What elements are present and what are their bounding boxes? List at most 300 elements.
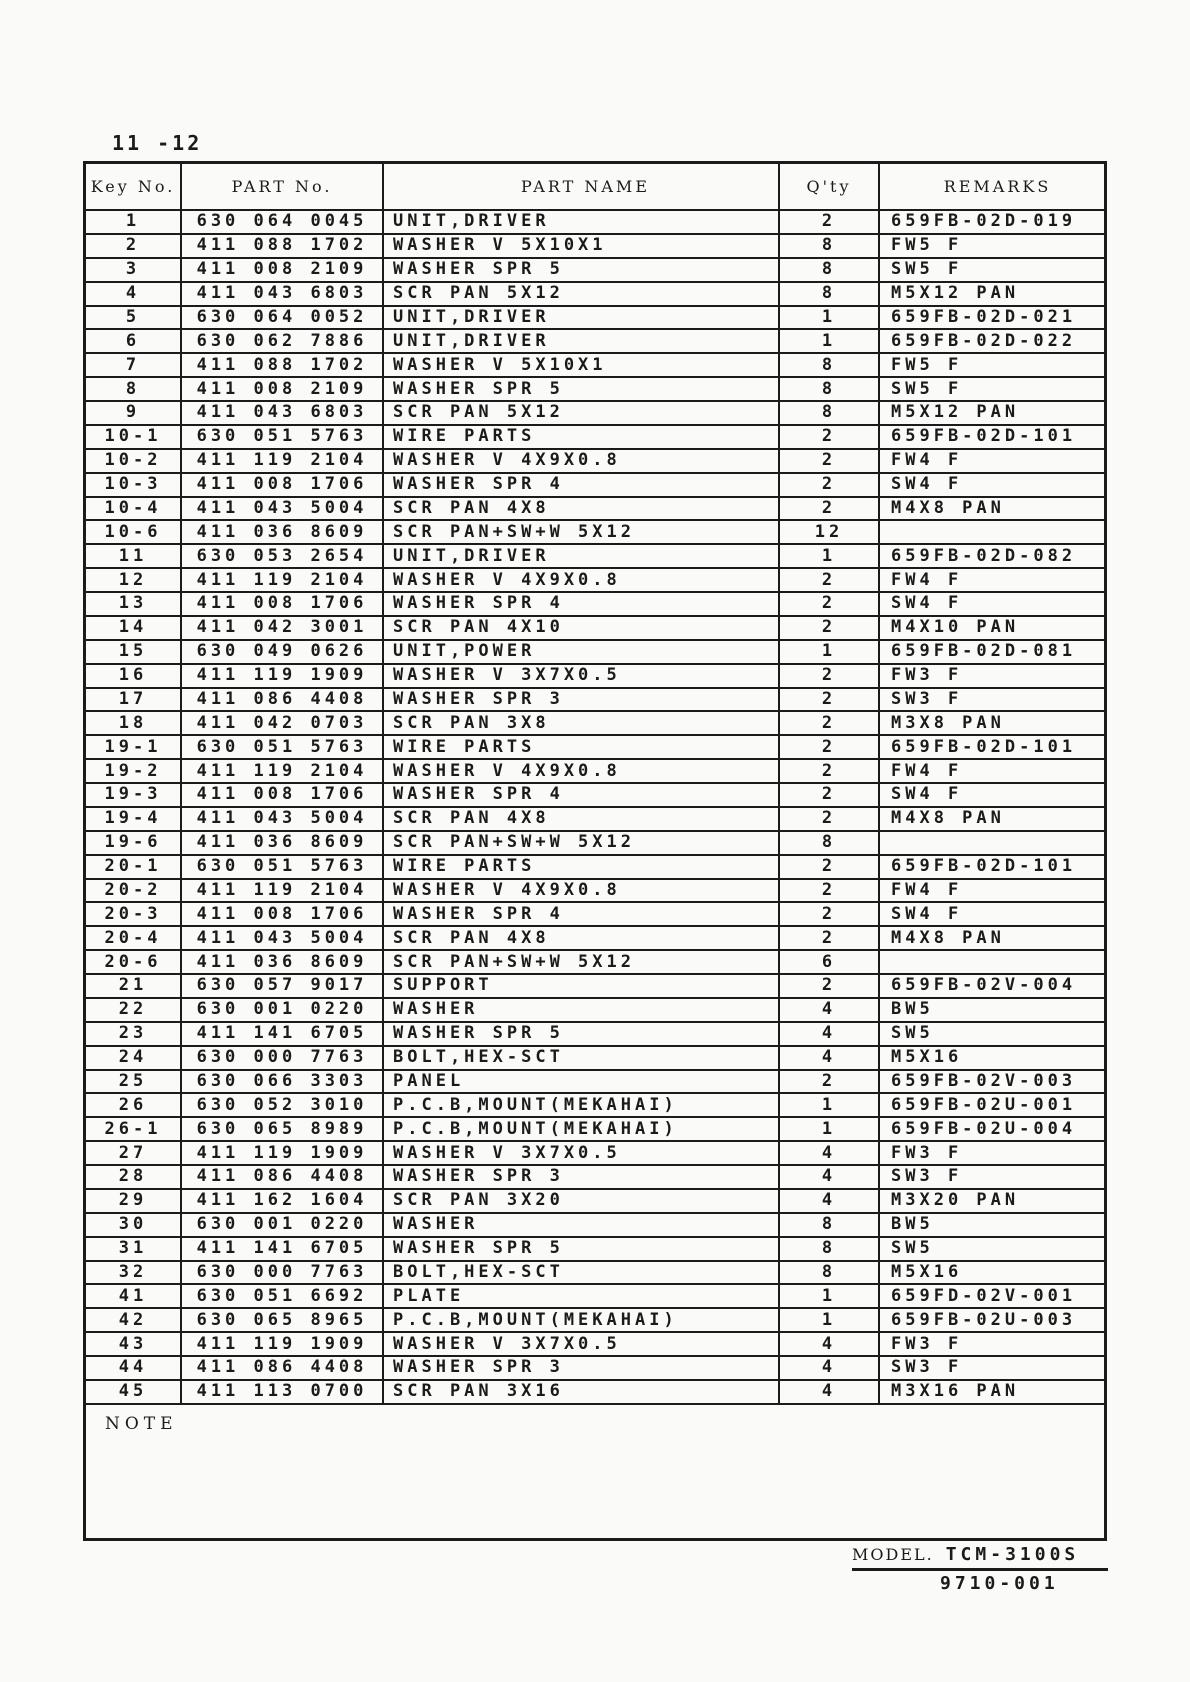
part-name-cell: WASHER V 5X10X1 — [384, 235, 780, 257]
part-no-cell: 411 042 0703 — [182, 712, 384, 734]
parts-table — [83, 161, 1107, 1541]
table-row — [86, 975, 1104, 999]
part-no-cell: 411 008 2109 — [182, 378, 384, 400]
part-no-cell: 411 008 1706 — [182, 593, 384, 615]
remarks-cell: FW5 F — [891, 354, 963, 375]
key-cell: 15 — [86, 641, 182, 663]
table-row — [86, 1118, 1104, 1142]
qty-cell: 2 — [780, 736, 880, 758]
qty-cell: 2 — [780, 665, 880, 687]
qty-cell: 2 — [780, 712, 880, 734]
key-cell: 20-6 — [86, 951, 182, 973]
part-no-cell: 630 000 7763 — [182, 1262, 384, 1284]
part-name-cell: P.C.B,MOUNT(MEKAHAI) — [384, 1094, 780, 1116]
remarks-cell: BW5 — [891, 1214, 934, 1235]
part-no-cell: 411 119 1909 — [182, 665, 384, 687]
part-no-cell: 411 141 6705 — [182, 1023, 384, 1045]
part-name-cell: SCR PAN 5X12 — [384, 283, 780, 305]
remarks-cell — [880, 832, 1104, 854]
part-no-cell: 411 008 1706 — [182, 474, 384, 496]
key-cell: 19-2 — [86, 760, 182, 782]
qty-cell: 4 — [780, 1142, 880, 1164]
qty-cell: 2 — [780, 927, 880, 949]
remarks-cell: 659FB-02D-101 — [891, 856, 1077, 877]
key-cell: 31 — [86, 1238, 182, 1260]
table-row — [86, 784, 1104, 808]
table-row — [86, 569, 1104, 593]
table-row — [86, 1285, 1104, 1309]
key-cell: 3 — [86, 259, 182, 281]
key-cell: 9 — [86, 402, 182, 424]
qty-cell: 8 — [780, 402, 880, 424]
part-name-cell: UNIT,DRIVER — [384, 545, 780, 567]
key-cell: 20-1 — [86, 856, 182, 878]
remarks-cell: SW3 F — [891, 1166, 963, 1187]
qty-cell: 2 — [780, 808, 880, 830]
table-row — [86, 999, 1104, 1023]
key-cell: 20-4 — [86, 927, 182, 949]
qty-cell: 2 — [780, 593, 880, 615]
qty-cell: 8 — [780, 283, 880, 305]
part-no-cell: 630 051 5763 — [182, 426, 384, 448]
part-no-cell: 411 036 8609 — [182, 832, 384, 854]
part-no-cell: 411 036 8609 — [182, 951, 384, 973]
table-row — [86, 211, 1104, 235]
remarks-cell: M5X16 — [891, 1047, 963, 1068]
part-no-cell: 411 119 2104 — [182, 450, 384, 472]
remarks-cell: SW4 F — [891, 903, 963, 924]
part-name-cell: WASHER SPR 4 — [384, 784, 780, 806]
note-label: NOTE — [105, 1413, 178, 1434]
doc-number: 9710-001 — [940, 1573, 1059, 1594]
qty-cell: 4 — [780, 1190, 880, 1212]
key-cell: 4 — [86, 283, 182, 305]
part-name-cell: SCR PAN 3X16 — [384, 1381, 780, 1403]
remarks-cell: FW3 F — [891, 1142, 963, 1163]
table-header-row — [86, 164, 1104, 211]
qty-cell: 8 — [780, 378, 880, 400]
qty-cell: 1 — [780, 1285, 880, 1307]
remarks-cell: 659FB-02V-004 — [891, 975, 1077, 996]
table-row — [86, 1238, 1104, 1262]
qty-cell: 4 — [780, 1166, 880, 1188]
remarks-cell: SW4 F — [891, 474, 963, 495]
remarks-cell: FW5 F — [891, 235, 963, 256]
remarks-cell: FW4 F — [891, 450, 963, 471]
qty-cell: 2 — [780, 689, 880, 711]
qty-cell: 2 — [780, 784, 880, 806]
table-body — [86, 211, 1104, 1405]
key-cell: 10-6 — [86, 521, 182, 543]
remarks-cell: M4X8 PAN — [891, 808, 1005, 829]
qty-cell: 4 — [780, 999, 880, 1021]
part-no-cell: 630 066 3303 — [182, 1071, 384, 1093]
part-no-cell: 630 051 6692 — [182, 1285, 384, 1307]
key-cell: 8 — [86, 378, 182, 400]
qty-cell: 8 — [780, 259, 880, 281]
remarks-cell: FW4 F — [891, 760, 963, 781]
part-name-cell: SCR PAN 5X12 — [384, 402, 780, 424]
part-name-cell: WASHER — [384, 1214, 780, 1236]
key-cell: 25 — [86, 1071, 182, 1093]
remarks-cell: BW5 — [891, 999, 934, 1020]
qty-cell: 1 — [780, 1309, 880, 1331]
part-no-cell: 630 051 5763 — [182, 736, 384, 758]
key-cell: 20-2 — [86, 880, 182, 902]
remarks-cell: SW3 F — [891, 688, 963, 709]
qty-cell: 4 — [780, 1357, 880, 1379]
remarks-cell: SW4 F — [891, 784, 963, 805]
qty-cell: 1 — [780, 330, 880, 352]
page-number-label: 11 -12 — [112, 131, 203, 155]
table-row — [86, 307, 1104, 331]
part-name-cell: SCR PAN+SW+W 5X12 — [384, 521, 780, 543]
remarks-cell: M3X20 PAN — [891, 1190, 1020, 1211]
part-no-cell: 630 051 5763 — [182, 856, 384, 878]
table-row — [86, 951, 1104, 975]
part-no-cell: 630 053 2654 — [182, 545, 384, 567]
part-name-cell: WASHER — [384, 999, 780, 1021]
model-label: MODEL. — [852, 1545, 934, 1564]
part-name-cell: PANEL — [384, 1071, 780, 1093]
key-cell: 6 — [86, 330, 182, 352]
part-no-cell: 411 119 2104 — [182, 880, 384, 902]
key-cell: 24 — [86, 1047, 182, 1069]
table-row — [86, 283, 1104, 307]
table-row — [86, 426, 1104, 450]
part-name-cell: WASHER V 4X9X0.8 — [384, 450, 780, 472]
remarks-cell: 659FB-02D-082 — [891, 545, 1077, 566]
model-value: TCM-3100S — [945, 1544, 1080, 1565]
key-cell: 26 — [86, 1094, 182, 1116]
remarks-cell: SW5 — [891, 1023, 934, 1044]
table-row — [86, 760, 1104, 784]
key-cell: 32 — [86, 1262, 182, 1284]
part-name-cell: WASHER V 4X9X0.8 — [384, 760, 780, 782]
part-name-cell: WASHER SPR 4 — [384, 903, 780, 925]
qty-cell: 2 — [780, 474, 880, 496]
part-name-cell: P.C.B,MOUNT(MEKAHAI) — [384, 1309, 780, 1331]
table-row — [86, 1357, 1104, 1381]
qty-cell: 2 — [780, 426, 880, 448]
part-name-cell: WASHER SPR 5 — [384, 1023, 780, 1045]
qty-cell: 4 — [780, 1381, 880, 1403]
table-row — [86, 903, 1104, 927]
part-no-cell: 630 057 9017 — [182, 975, 384, 997]
remarks-cell: M5X12 PAN — [891, 402, 1020, 423]
key-cell: 44 — [86, 1357, 182, 1379]
table-row — [86, 665, 1104, 689]
part-no-cell: 411 036 8609 — [182, 521, 384, 543]
part-name-cell: WASHER SPR 4 — [384, 474, 780, 496]
remarks-cell: FW4 F — [891, 569, 963, 590]
table-row — [86, 1309, 1104, 1333]
part-name-cell: WASHER V 4X9X0.8 — [384, 880, 780, 902]
part-no-cell: 630 001 0220 — [182, 1214, 384, 1236]
table-row — [86, 1214, 1104, 1238]
key-cell: 11 — [86, 545, 182, 567]
remarks-cell: 659FB-02D-101 — [891, 736, 1077, 757]
remarks-cell — [880, 521, 1104, 543]
part-name-cell: WASHER SPR 3 — [384, 1357, 780, 1379]
part-name-cell: WASHER SPR 5 — [384, 259, 780, 281]
qty-cell: 8 — [780, 235, 880, 257]
remarks-cell: M3X16 PAN — [891, 1381, 1020, 1402]
qty-cell: 2 — [780, 903, 880, 925]
table-row — [86, 330, 1104, 354]
remarks-cell: SW5 — [891, 1238, 934, 1259]
qty-cell: 8 — [780, 354, 880, 376]
table-row — [86, 736, 1104, 760]
remarks-cell: SW5 F — [891, 259, 963, 280]
part-no-cell: 630 064 0045 — [182, 211, 384, 233]
part-no-cell: 630 065 8965 — [182, 1309, 384, 1331]
part-no-cell: 411 119 1909 — [182, 1142, 384, 1164]
remarks-cell: M5X16 — [891, 1261, 963, 1282]
key-cell: 10-4 — [86, 498, 182, 520]
remarks-cell: 659FB-02D-019 — [891, 211, 1077, 232]
key-cell: 45 — [86, 1381, 182, 1403]
key-cell: 17 — [86, 689, 182, 711]
remarks-cell: 659FB-02D-081 — [891, 641, 1077, 662]
remarks-cell: SW5 F — [891, 378, 963, 399]
table-row — [86, 617, 1104, 641]
remarks-cell: 659FB-02D-022 — [891, 330, 1077, 351]
key-cell: 5 — [86, 307, 182, 329]
remarks-cell: 659FB-02D-021 — [891, 306, 1077, 327]
part-no-cell: 630 062 7886 — [182, 330, 384, 352]
part-name-cell: PLATE — [384, 1285, 780, 1307]
remarks-cell: 659FB-02U-001 — [891, 1094, 1077, 1115]
table-row — [86, 832, 1104, 856]
part-no-cell: 411 119 2104 — [182, 569, 384, 591]
part-no-cell: 630 065 8989 — [182, 1118, 384, 1140]
header-remarks: REMARKS — [943, 177, 1052, 196]
table-row — [86, 641, 1104, 665]
part-name-cell: WASHER V 5X10X1 — [384, 354, 780, 376]
key-cell: 43 — [86, 1333, 182, 1355]
key-cell: 10-1 — [86, 426, 182, 448]
key-cell: 18 — [86, 712, 182, 734]
key-cell: 19-1 — [86, 736, 182, 758]
part-name-cell: SCR PAN+SW+W 5X12 — [384, 951, 780, 973]
part-no-cell: 411 119 2104 — [182, 760, 384, 782]
table-row — [86, 689, 1104, 713]
key-cell: 29 — [86, 1190, 182, 1212]
remarks-cell — [880, 951, 1104, 973]
table-row — [86, 259, 1104, 283]
part-no-cell: 630 000 7763 — [182, 1047, 384, 1069]
part-no-cell: 630 001 0220 — [182, 999, 384, 1021]
qty-cell: 8 — [780, 1238, 880, 1260]
table-row — [86, 1094, 1104, 1118]
qty-cell: 2 — [780, 498, 880, 520]
part-no-cell: 411 008 2109 — [182, 259, 384, 281]
remarks-cell: 659FB-02U-003 — [891, 1309, 1077, 1330]
table-row — [86, 927, 1104, 951]
key-cell: 19-6 — [86, 832, 182, 854]
part-no-cell: 411 086 4408 — [182, 689, 384, 711]
part-name-cell: WASHER SPR 4 — [384, 593, 780, 615]
part-name-cell: SCR PAN 4X8 — [384, 808, 780, 830]
table-row — [86, 856, 1104, 880]
table-row — [86, 808, 1104, 832]
key-cell: 10-3 — [86, 474, 182, 496]
part-name-cell: WASHER V 3X7X0.5 — [384, 665, 780, 687]
part-name-cell: BOLT,HEX-SCT — [384, 1262, 780, 1284]
table-row — [86, 450, 1104, 474]
table-row — [86, 1333, 1104, 1357]
footer-model-block — [852, 1544, 1108, 1594]
part-no-cell: 411 162 1604 — [182, 1190, 384, 1212]
key-cell: 13 — [86, 593, 182, 615]
qty-cell: 8 — [780, 1262, 880, 1284]
remarks-cell: M4X8 PAN — [891, 497, 1005, 518]
part-no-cell: 411 043 6803 — [182, 402, 384, 424]
part-name-cell: WASHER SPR 5 — [384, 1238, 780, 1260]
qty-cell: 1 — [780, 307, 880, 329]
part-name-cell: WIRE PARTS — [384, 426, 780, 448]
table-row — [86, 1047, 1104, 1071]
table-row — [86, 402, 1104, 426]
qty-cell: 4 — [780, 1333, 880, 1355]
part-name-cell: WIRE PARTS — [384, 856, 780, 878]
qty-cell: 1 — [780, 1094, 880, 1116]
part-no-cell: 411 043 5004 — [182, 927, 384, 949]
remarks-cell: 659FB-02D-101 — [891, 426, 1077, 447]
part-no-cell: 411 042 3001 — [182, 617, 384, 639]
part-name-cell: UNIT,DRIVER — [384, 211, 780, 233]
qty-cell: 2 — [780, 211, 880, 233]
part-no-cell: 411 086 4408 — [182, 1166, 384, 1188]
part-no-cell: 411 088 1702 — [182, 354, 384, 376]
remarks-cell: M5X12 PAN — [891, 283, 1020, 304]
table-row — [86, 498, 1104, 522]
table-row — [86, 880, 1104, 904]
remarks-cell: M3X8 PAN — [891, 712, 1005, 733]
note-section — [86, 1405, 1104, 1538]
part-name-cell: SCR PAN 3X8 — [384, 712, 780, 734]
qty-cell: 2 — [780, 880, 880, 902]
qty-cell: 8 — [780, 1214, 880, 1236]
part-name-cell: UNIT,DRIVER — [384, 330, 780, 352]
header-qty: Q'ty — [780, 164, 880, 209]
part-no-cell: 411 088 1702 — [182, 235, 384, 257]
qty-cell: 1 — [780, 545, 880, 567]
part-no-cell: 411 043 5004 — [182, 498, 384, 520]
table-row — [86, 593, 1104, 617]
remarks-cell: SW3 F — [891, 1357, 963, 1378]
key-cell: 42 — [86, 1309, 182, 1331]
remarks-cell: 659FD-02V-001 — [891, 1285, 1077, 1306]
remarks-cell: FW4 F — [891, 879, 963, 900]
part-name-cell: WASHER V 4X9X0.8 — [384, 569, 780, 591]
table-row — [86, 1262, 1104, 1286]
remarks-cell: M4X10 PAN — [891, 617, 1020, 638]
qty-cell: 1 — [780, 1118, 880, 1140]
part-name-cell: SCR PAN+SW+W 5X12 — [384, 832, 780, 854]
remarks-cell: FW3 F — [891, 1333, 963, 1354]
table-row — [86, 545, 1104, 569]
remarks-cell: 659FB-02V-003 — [891, 1070, 1077, 1091]
part-name-cell: WASHER SPR 3 — [384, 689, 780, 711]
part-name-cell: SCR PAN 4X8 — [384, 498, 780, 520]
table-row — [86, 1023, 1104, 1047]
table-row — [86, 474, 1104, 498]
qty-cell: 2 — [780, 760, 880, 782]
part-no-cell: 630 049 0626 — [182, 641, 384, 663]
table-row — [86, 1381, 1104, 1405]
qty-cell: 12 — [780, 521, 880, 543]
part-name-cell: WIRE PARTS — [384, 736, 780, 758]
header-part-name: PART NAME — [384, 164, 780, 209]
part-name-cell: SCR PAN 3X20 — [384, 1190, 780, 1212]
key-cell: 19-3 — [86, 784, 182, 806]
part-name-cell: UNIT,DRIVER — [384, 307, 780, 329]
part-name-cell: WASHER SPR 3 — [384, 1166, 780, 1188]
part-name-cell: UNIT,POWER — [384, 641, 780, 663]
remarks-cell: M4X8 PAN — [891, 927, 1005, 948]
qty-cell: 1 — [780, 641, 880, 663]
key-cell: 2 — [86, 235, 182, 257]
remarks-cell: 659FB-02U-004 — [891, 1118, 1077, 1139]
remarks-cell: SW4 F — [891, 593, 963, 614]
key-cell: 20-3 — [86, 903, 182, 925]
key-cell: 23 — [86, 1023, 182, 1045]
part-no-cell: 411 141 6705 — [182, 1238, 384, 1260]
table-row — [86, 354, 1104, 378]
header-part-no: PART No. — [182, 164, 384, 209]
key-cell: 14 — [86, 617, 182, 639]
qty-cell: 2 — [780, 569, 880, 591]
table-row — [86, 1142, 1104, 1166]
part-no-cell: 411 119 1909 — [182, 1333, 384, 1355]
part-no-cell: 411 008 1706 — [182, 903, 384, 925]
table-row — [86, 521, 1104, 545]
part-name-cell: WASHER SPR 5 — [384, 378, 780, 400]
key-cell: 19-4 — [86, 808, 182, 830]
table-row — [86, 1166, 1104, 1190]
key-cell: 7 — [86, 354, 182, 376]
qty-cell: 2 — [780, 450, 880, 472]
key-cell: 30 — [86, 1214, 182, 1236]
key-cell: 41 — [86, 1285, 182, 1307]
part-name-cell: BOLT,HEX-SCT — [384, 1047, 780, 1069]
part-no-cell: 411 113 0700 — [182, 1381, 384, 1403]
part-no-cell: 630 052 3010 — [182, 1094, 384, 1116]
table-row — [86, 1071, 1104, 1095]
part-name-cell: SCR PAN 4X8 — [384, 927, 780, 949]
part-no-cell: 411 043 5004 — [182, 808, 384, 830]
qty-cell: 4 — [780, 1047, 880, 1069]
part-name-cell: WASHER V 3X7X0.5 — [384, 1333, 780, 1355]
header-key-no: Key No. — [86, 164, 182, 209]
qty-cell: 2 — [780, 617, 880, 639]
qty-cell: 8 — [780, 832, 880, 854]
qty-cell: 2 — [780, 1071, 880, 1093]
qty-cell: 2 — [780, 975, 880, 997]
key-cell: 27 — [86, 1142, 182, 1164]
key-cell: 1 — [86, 211, 182, 233]
key-cell: 10-2 — [86, 450, 182, 472]
table-row — [86, 712, 1104, 736]
key-cell: 16 — [86, 665, 182, 687]
part-no-cell: 411 043 6803 — [182, 283, 384, 305]
part-no-cell: 411 086 4408 — [182, 1357, 384, 1379]
table-row — [86, 378, 1104, 402]
model-line — [852, 1544, 1108, 1571]
key-cell: 21 — [86, 975, 182, 997]
